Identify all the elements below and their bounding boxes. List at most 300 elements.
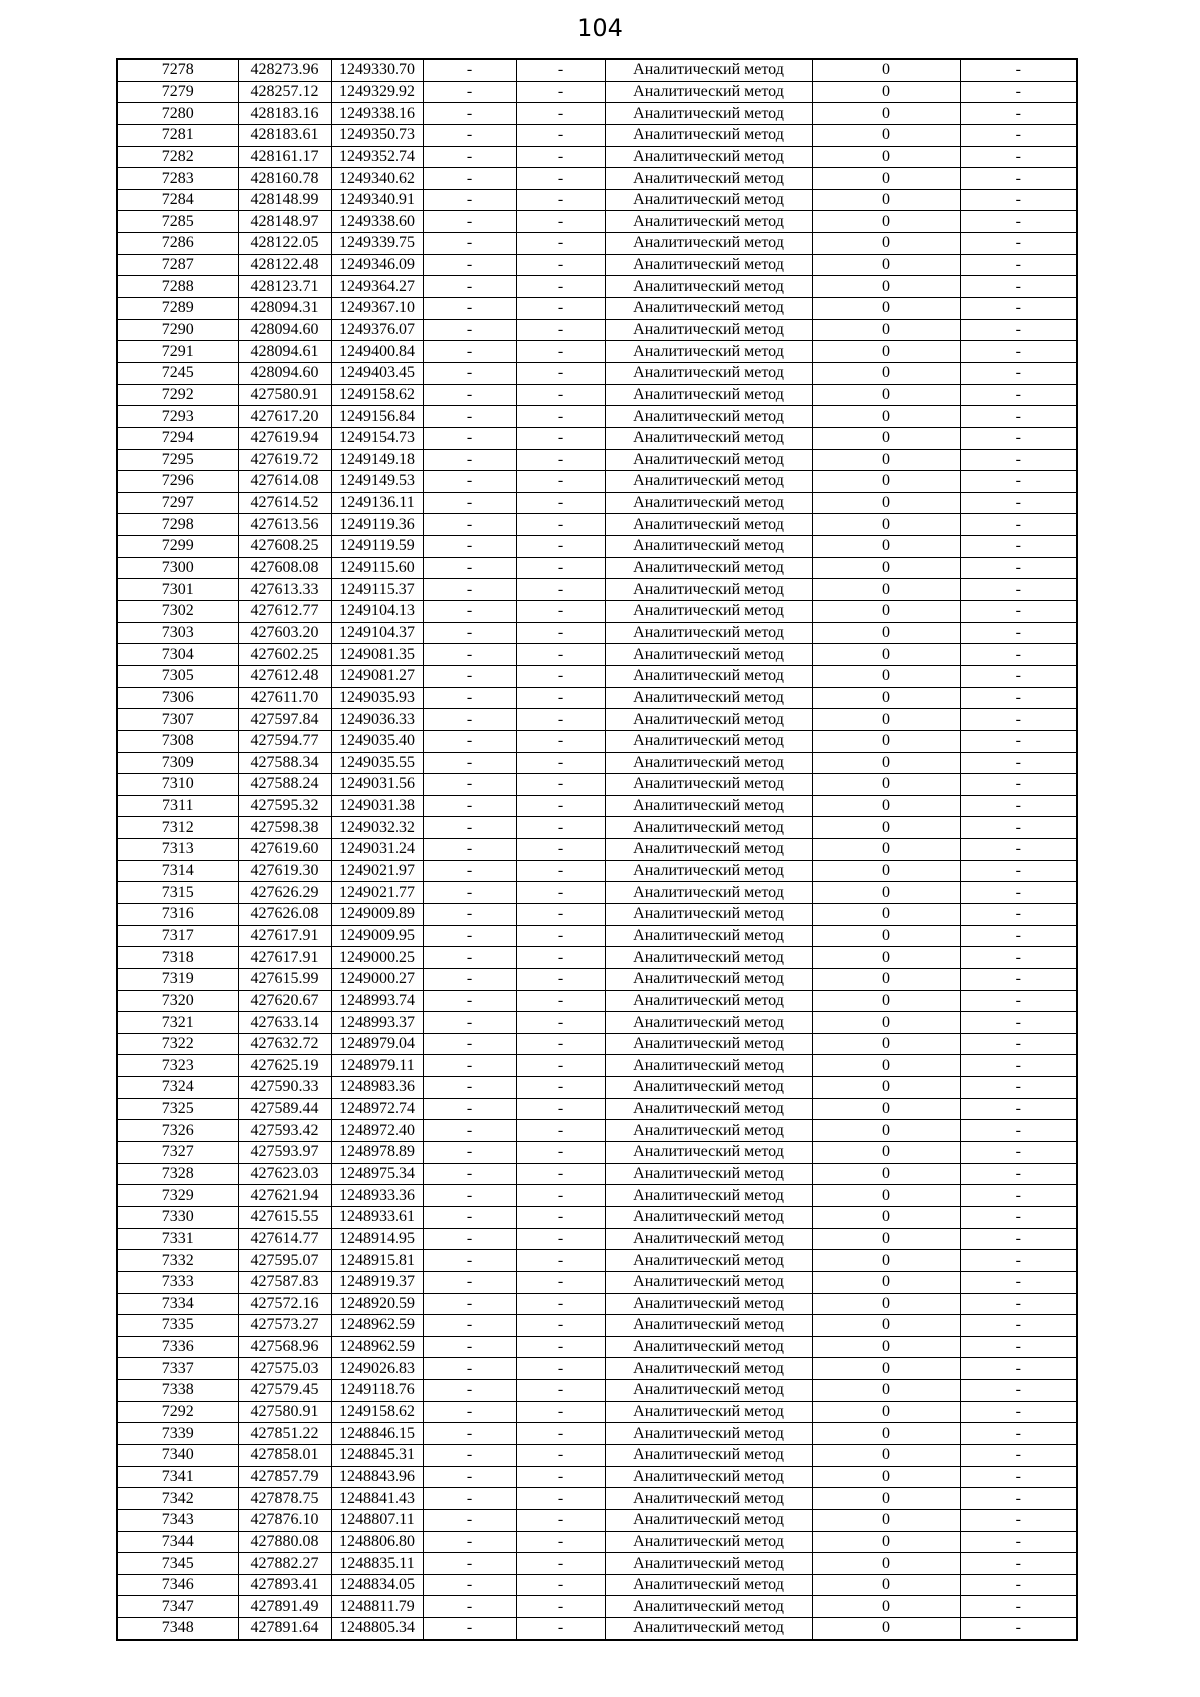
cell-value: 0 <box>812 233 960 255</box>
cell-value: 0 <box>812 1618 960 1640</box>
table-row <box>117 1120 1077 1142</box>
cell-col-4: - <box>423 1120 516 1142</box>
cell-method: Аналитический метод <box>605 1336 812 1358</box>
cell-col-5: - <box>516 1531 605 1553</box>
cell-y-coordinate: 1249376.07 <box>331 319 423 341</box>
cell-y-coordinate: 1249031.24 <box>331 839 423 861</box>
cell-y-coordinate: 1249352.74 <box>331 146 423 168</box>
cell-x-coordinate: 427614.52 <box>238 492 331 514</box>
cell-value: 0 <box>812 1466 960 1488</box>
cell-value: 0 <box>812 536 960 558</box>
cell-value: 0 <box>812 774 960 796</box>
cell-y-coordinate: 1249081.27 <box>331 665 423 687</box>
cell-col-4: - <box>423 1012 516 1034</box>
cell-value: 0 <box>812 860 960 882</box>
table-row <box>117 1293 1077 1315</box>
cell-y-coordinate: 1248993.74 <box>331 990 423 1012</box>
cell-y-coordinate: 1249036.33 <box>331 709 423 731</box>
cell-y-coordinate: 1248979.11 <box>331 1055 423 1077</box>
cell-col-5: - <box>516 254 605 276</box>
cell-value: 0 <box>812 1358 960 1380</box>
cell-y-coordinate: 1248805.34 <box>331 1618 423 1640</box>
cell-value: 0 <box>812 1293 960 1315</box>
cell-col-5: - <box>516 1098 605 1120</box>
cell-value: 0 <box>812 1250 960 1272</box>
cell-col-5: - <box>516 168 605 190</box>
cell-x-coordinate: 427590.33 <box>238 1077 331 1099</box>
cell-x-coordinate: 427611.70 <box>238 687 331 709</box>
cell-x-coordinate: 427593.42 <box>238 1120 331 1142</box>
table-row <box>117 471 1077 493</box>
cell-col-5: - <box>516 795 605 817</box>
cell-point-number: 7294 <box>117 427 238 449</box>
cell-col-4: - <box>423 362 516 384</box>
cell-x-coordinate: 427587.83 <box>238 1271 331 1293</box>
cell-x-coordinate: 427568.96 <box>238 1336 331 1358</box>
cell-col-8: - <box>960 384 1077 406</box>
cell-col-5: - <box>516 1120 605 1142</box>
table-row <box>117 1142 1077 1164</box>
cell-method: Аналитический метод <box>605 276 812 298</box>
cell-col-8: - <box>960 168 1077 190</box>
cell-y-coordinate: 1248972.74 <box>331 1098 423 1120</box>
cell-col-5: - <box>516 1163 605 1185</box>
cell-col-8: - <box>960 1509 1077 1531</box>
cell-method: Аналитический метод <box>605 384 812 406</box>
cell-value: 0 <box>812 1185 960 1207</box>
cell-point-number: 7279 <box>117 81 238 103</box>
cell-value: 0 <box>812 189 960 211</box>
table-row <box>117 1098 1077 1120</box>
cell-x-coordinate: 427878.75 <box>238 1488 331 1510</box>
cell-point-number: 7283 <box>117 168 238 190</box>
cell-col-8: - <box>960 1098 1077 1120</box>
cell-col-4: - <box>423 319 516 341</box>
cell-x-coordinate: 428161.17 <box>238 146 331 168</box>
cell-col-8: - <box>960 103 1077 125</box>
cell-method: Аналитический метод <box>605 1596 812 1618</box>
cell-col-4: - <box>423 1228 516 1250</box>
cell-method: Аналитический метод <box>605 341 812 363</box>
cell-col-5: - <box>516 406 605 428</box>
table-row <box>117 103 1077 125</box>
cell-col-8: - <box>960 514 1077 536</box>
cell-col-4: - <box>423 774 516 796</box>
cell-point-number: 7324 <box>117 1077 238 1099</box>
cell-value: 0 <box>812 1596 960 1618</box>
cell-value: 0 <box>812 254 960 276</box>
cell-col-4: - <box>423 1163 516 1185</box>
cell-col-4: - <box>423 752 516 774</box>
cell-col-4: - <box>423 276 516 298</box>
cell-point-number: 7313 <box>117 839 238 861</box>
cell-point-number: 7344 <box>117 1531 238 1553</box>
cell-y-coordinate: 1249119.59 <box>331 536 423 558</box>
table-row <box>117 1553 1077 1575</box>
cell-col-5: - <box>516 665 605 687</box>
cell-point-number: 7346 <box>117 1574 238 1596</box>
cell-col-8: - <box>960 1488 1077 1510</box>
cell-y-coordinate: 1249031.56 <box>331 774 423 796</box>
cell-x-coordinate: 427580.91 <box>238 1401 331 1423</box>
cell-y-coordinate: 1248978.89 <box>331 1142 423 1164</box>
cell-method: Аналитический метод <box>605 925 812 947</box>
cell-y-coordinate: 1249158.62 <box>331 384 423 406</box>
cell-y-coordinate: 1248834.05 <box>331 1574 423 1596</box>
cell-method: Аналитический метод <box>605 839 812 861</box>
cell-x-coordinate: 428257.12 <box>238 81 331 103</box>
cell-method: Аналитический метод <box>605 81 812 103</box>
cell-x-coordinate: 428122.48 <box>238 254 331 276</box>
cell-x-coordinate: 427595.07 <box>238 1250 331 1272</box>
cell-y-coordinate: 1249104.13 <box>331 601 423 623</box>
cell-col-8: - <box>960 990 1077 1012</box>
cell-value: 0 <box>812 276 960 298</box>
cell-col-4: - <box>423 1033 516 1055</box>
cell-y-coordinate: 1248919.37 <box>331 1271 423 1293</box>
cell-col-5: - <box>516 146 605 168</box>
table-row <box>117 839 1077 861</box>
cell-col-5: - <box>516 319 605 341</box>
cell-col-4: - <box>423 1098 516 1120</box>
cell-col-4: - <box>423 59 516 81</box>
table-row <box>117 730 1077 752</box>
cell-col-5: - <box>516 1401 605 1423</box>
cell-x-coordinate: 427615.99 <box>238 968 331 990</box>
cell-x-coordinate: 428094.61 <box>238 341 331 363</box>
cell-method: Аналитический метод <box>605 124 812 146</box>
cell-point-number: 7290 <box>117 319 238 341</box>
cell-value: 0 <box>812 1401 960 1423</box>
table-row <box>117 1055 1077 1077</box>
cell-method: Аналитический метод <box>605 536 812 558</box>
cell-point-number: 7342 <box>117 1488 238 1510</box>
cell-col-8: - <box>960 362 1077 384</box>
cell-col-8: - <box>960 1466 1077 1488</box>
cell-method: Аналитический метод <box>605 1206 812 1228</box>
cell-value: 0 <box>812 839 960 861</box>
cell-col-5: - <box>516 1358 605 1380</box>
cell-x-coordinate: 427626.29 <box>238 882 331 904</box>
cell-value: 0 <box>812 882 960 904</box>
cell-value: 0 <box>812 59 960 81</box>
cell-col-4: - <box>423 1445 516 1467</box>
cell-col-8: - <box>960 492 1077 514</box>
cell-value: 0 <box>812 1531 960 1553</box>
table-row <box>117 1401 1077 1423</box>
cell-x-coordinate: 428094.60 <box>238 362 331 384</box>
cell-value: 0 <box>812 298 960 320</box>
cell-col-5: - <box>516 1012 605 1034</box>
cell-point-number: 7335 <box>117 1315 238 1337</box>
cell-value: 0 <box>812 1163 960 1185</box>
table-row <box>117 514 1077 536</box>
cell-col-8: - <box>960 1228 1077 1250</box>
cell-x-coordinate: 427880.08 <box>238 1531 331 1553</box>
cell-point-number: 7348 <box>117 1618 238 1640</box>
cell-point-number: 7298 <box>117 514 238 536</box>
cell-col-5: - <box>516 189 605 211</box>
cell-col-8: - <box>960 1618 1077 1640</box>
cell-y-coordinate: 1249118.76 <box>331 1380 423 1402</box>
table-row <box>117 1012 1077 1034</box>
cell-y-coordinate: 1249009.95 <box>331 925 423 947</box>
cell-y-coordinate: 1249021.77 <box>331 882 423 904</box>
cell-col-5: - <box>516 384 605 406</box>
cell-col-4: - <box>423 709 516 731</box>
table-row <box>117 968 1077 990</box>
cell-col-4: - <box>423 990 516 1012</box>
table-row <box>117 1336 1077 1358</box>
cell-x-coordinate: 427598.38 <box>238 817 331 839</box>
cell-value: 0 <box>812 1380 960 1402</box>
cell-col-4: - <box>423 882 516 904</box>
cell-value: 0 <box>812 1423 960 1445</box>
cell-col-5: - <box>516 103 605 125</box>
cell-col-4: - <box>423 1466 516 1488</box>
cell-method: Аналитический метод <box>605 1553 812 1575</box>
cell-col-4: - <box>423 427 516 449</box>
cell-x-coordinate: 427595.32 <box>238 795 331 817</box>
cell-col-5: - <box>516 362 605 384</box>
cell-col-5: - <box>516 903 605 925</box>
cell-col-4: - <box>423 1315 516 1337</box>
cell-col-5: - <box>516 557 605 579</box>
cell-col-8: - <box>960 211 1077 233</box>
cell-value: 0 <box>812 384 960 406</box>
cell-col-8: - <box>960 817 1077 839</box>
cell-col-5: - <box>516 1055 605 1077</box>
cell-point-number: 7330 <box>117 1206 238 1228</box>
table-row <box>117 341 1077 363</box>
cell-y-coordinate: 1248914.95 <box>331 1228 423 1250</box>
table-row <box>117 146 1077 168</box>
cell-col-5: - <box>516 1574 605 1596</box>
cell-col-5: - <box>516 1206 605 1228</box>
cell-col-4: - <box>423 1055 516 1077</box>
cell-method: Аналитический метод <box>605 1077 812 1099</box>
cell-col-8: - <box>960 1336 1077 1358</box>
cell-x-coordinate: 428123.71 <box>238 276 331 298</box>
cell-col-4: - <box>423 471 516 493</box>
table-row <box>117 254 1077 276</box>
cell-col-5: - <box>516 298 605 320</box>
cell-value: 0 <box>812 1120 960 1142</box>
cell-col-5: - <box>516 1142 605 1164</box>
cell-col-8: - <box>960 1120 1077 1142</box>
cell-col-5: - <box>516 622 605 644</box>
table-row <box>117 601 1077 623</box>
cell-y-coordinate: 1248972.40 <box>331 1120 423 1142</box>
cell-y-coordinate: 1249031.38 <box>331 795 423 817</box>
cell-col-5: - <box>516 1315 605 1337</box>
cell-col-8: - <box>960 1012 1077 1034</box>
cell-col-8: - <box>960 1142 1077 1164</box>
cell-value: 0 <box>812 709 960 731</box>
cell-x-coordinate: 427580.91 <box>238 384 331 406</box>
cell-point-number: 7245 <box>117 362 238 384</box>
cell-x-coordinate: 427614.08 <box>238 471 331 493</box>
cell-y-coordinate: 1249339.75 <box>331 233 423 255</box>
cell-col-5: - <box>516 601 605 623</box>
cell-x-coordinate: 427858.01 <box>238 1445 331 1467</box>
cell-method: Аналитический метод <box>605 1531 812 1553</box>
cell-value: 0 <box>812 1336 960 1358</box>
cell-point-number: 7309 <box>117 752 238 774</box>
cell-col-4: - <box>423 1531 516 1553</box>
cell-y-coordinate: 1249340.62 <box>331 168 423 190</box>
cell-col-8: - <box>960 730 1077 752</box>
cell-col-4: - <box>423 514 516 536</box>
cell-col-8: - <box>960 622 1077 644</box>
cell-x-coordinate: 427608.08 <box>238 557 331 579</box>
cell-col-5: - <box>516 882 605 904</box>
cell-point-number: 7295 <box>117 449 238 471</box>
cell-x-coordinate: 428094.31 <box>238 298 331 320</box>
cell-method: Аналитический метод <box>605 687 812 709</box>
cell-point-number: 7297 <box>117 492 238 514</box>
cell-col-8: - <box>960 795 1077 817</box>
cell-value: 0 <box>812 1033 960 1055</box>
cell-point-number: 7343 <box>117 1509 238 1531</box>
cell-x-coordinate: 427612.48 <box>238 665 331 687</box>
cell-col-4: - <box>423 1423 516 1445</box>
cell-col-4: - <box>423 903 516 925</box>
cell-x-coordinate: 427588.34 <box>238 752 331 774</box>
cell-y-coordinate: 1248979.04 <box>331 1033 423 1055</box>
table-row <box>117 622 1077 644</box>
cell-y-coordinate: 1249367.10 <box>331 298 423 320</box>
cell-method: Аналитический метод <box>605 1401 812 1423</box>
cell-col-8: - <box>960 1033 1077 1055</box>
cell-y-coordinate: 1249338.60 <box>331 211 423 233</box>
cell-x-coordinate: 427619.72 <box>238 449 331 471</box>
table-row <box>117 168 1077 190</box>
cell-col-8: - <box>960 860 1077 882</box>
cell-x-coordinate: 427891.49 <box>238 1596 331 1618</box>
cell-method: Аналитический метод <box>605 406 812 428</box>
cell-point-number: 7284 <box>117 189 238 211</box>
cell-method: Аналитический метод <box>605 903 812 925</box>
table-row <box>117 1315 1077 1337</box>
cell-value: 0 <box>812 601 960 623</box>
cell-method: Аналитический метод <box>605 1466 812 1488</box>
cell-y-coordinate: 1249035.40 <box>331 730 423 752</box>
cell-col-8: - <box>960 968 1077 990</box>
cell-y-coordinate: 1248983.36 <box>331 1077 423 1099</box>
cell-col-8: - <box>960 925 1077 947</box>
cell-value: 0 <box>812 1098 960 1120</box>
cell-method: Аналитический метод <box>605 1271 812 1293</box>
cell-col-4: - <box>423 1574 516 1596</box>
table-row <box>117 59 1077 81</box>
cell-col-4: - <box>423 168 516 190</box>
cell-col-4: - <box>423 1142 516 1164</box>
cell-method: Аналитический метод <box>605 1488 812 1510</box>
cell-point-number: 7301 <box>117 579 238 601</box>
cell-col-4: - <box>423 341 516 363</box>
cell-y-coordinate: 1249350.73 <box>331 124 423 146</box>
cell-point-number: 7292 <box>117 384 238 406</box>
cell-method: Аналитический метод <box>605 189 812 211</box>
cell-y-coordinate: 1249329.92 <box>331 81 423 103</box>
cell-point-number: 7340 <box>117 1445 238 1467</box>
cell-point-number: 7288 <box>117 276 238 298</box>
cell-y-coordinate: 1249400.84 <box>331 341 423 363</box>
cell-col-8: - <box>960 1055 1077 1077</box>
cell-col-5: - <box>516 860 605 882</box>
cell-col-4: - <box>423 254 516 276</box>
cell-method: Аналитический метод <box>605 211 812 233</box>
cell-method: Аналитический метод <box>605 1358 812 1380</box>
cell-y-coordinate: 1248920.59 <box>331 1293 423 1315</box>
cell-y-coordinate: 1249000.25 <box>331 947 423 969</box>
cell-method: Аналитический метод <box>605 254 812 276</box>
cell-col-5: - <box>516 752 605 774</box>
cell-method: Аналитический метод <box>605 1293 812 1315</box>
cell-point-number: 7293 <box>117 406 238 428</box>
cell-col-5: - <box>516 1445 605 1467</box>
cell-y-coordinate: 1249032.32 <box>331 817 423 839</box>
table-row <box>117 1596 1077 1618</box>
cell-value: 0 <box>812 903 960 925</box>
cell-method: Аналитический метод <box>605 665 812 687</box>
cell-point-number: 7289 <box>117 298 238 320</box>
cell-point-number: 7329 <box>117 1185 238 1207</box>
cell-point-number: 7317 <box>117 925 238 947</box>
cell-method: Аналитический метод <box>605 860 812 882</box>
cell-col-8: - <box>960 341 1077 363</box>
cell-value: 0 <box>812 968 960 990</box>
cell-method: Аналитический метод <box>605 579 812 601</box>
cell-method: Аналитический метод <box>605 1055 812 1077</box>
cell-col-8: - <box>960 882 1077 904</box>
cell-value: 0 <box>812 319 960 341</box>
cell-point-number: 7328 <box>117 1163 238 1185</box>
cell-x-coordinate: 427621.94 <box>238 1185 331 1207</box>
cell-x-coordinate: 428273.96 <box>238 59 331 81</box>
cell-method: Аналитический метод <box>605 1120 812 1142</box>
cell-col-4: - <box>423 298 516 320</box>
cell-col-5: - <box>516 536 605 558</box>
cell-col-4: - <box>423 211 516 233</box>
cell-x-coordinate: 427626.08 <box>238 903 331 925</box>
cell-y-coordinate: 1249149.53 <box>331 471 423 493</box>
cell-y-coordinate: 1249364.27 <box>331 276 423 298</box>
cell-method: Аналитический метод <box>605 427 812 449</box>
table-row <box>117 1250 1077 1272</box>
cell-col-8: - <box>960 1206 1077 1228</box>
table-row <box>117 752 1077 774</box>
cell-value: 0 <box>812 449 960 471</box>
cell-x-coordinate: 427589.44 <box>238 1098 331 1120</box>
table-row <box>117 903 1077 925</box>
cell-col-8: - <box>960 1423 1077 1445</box>
cell-method: Аналитический метод <box>605 795 812 817</box>
cell-col-4: - <box>423 1206 516 1228</box>
cell-col-5: - <box>516 1033 605 1055</box>
cell-point-number: 7287 <box>117 254 238 276</box>
cell-method: Аналитический метод <box>605 168 812 190</box>
cell-value: 0 <box>812 687 960 709</box>
cell-value: 0 <box>812 1077 960 1099</box>
cell-col-4: - <box>423 1553 516 1575</box>
cell-value: 0 <box>812 990 960 1012</box>
cell-col-8: - <box>960 319 1077 341</box>
cell-point-number: 7331 <box>117 1228 238 1250</box>
cell-y-coordinate: 1249115.60 <box>331 557 423 579</box>
cell-col-5: - <box>516 1336 605 1358</box>
